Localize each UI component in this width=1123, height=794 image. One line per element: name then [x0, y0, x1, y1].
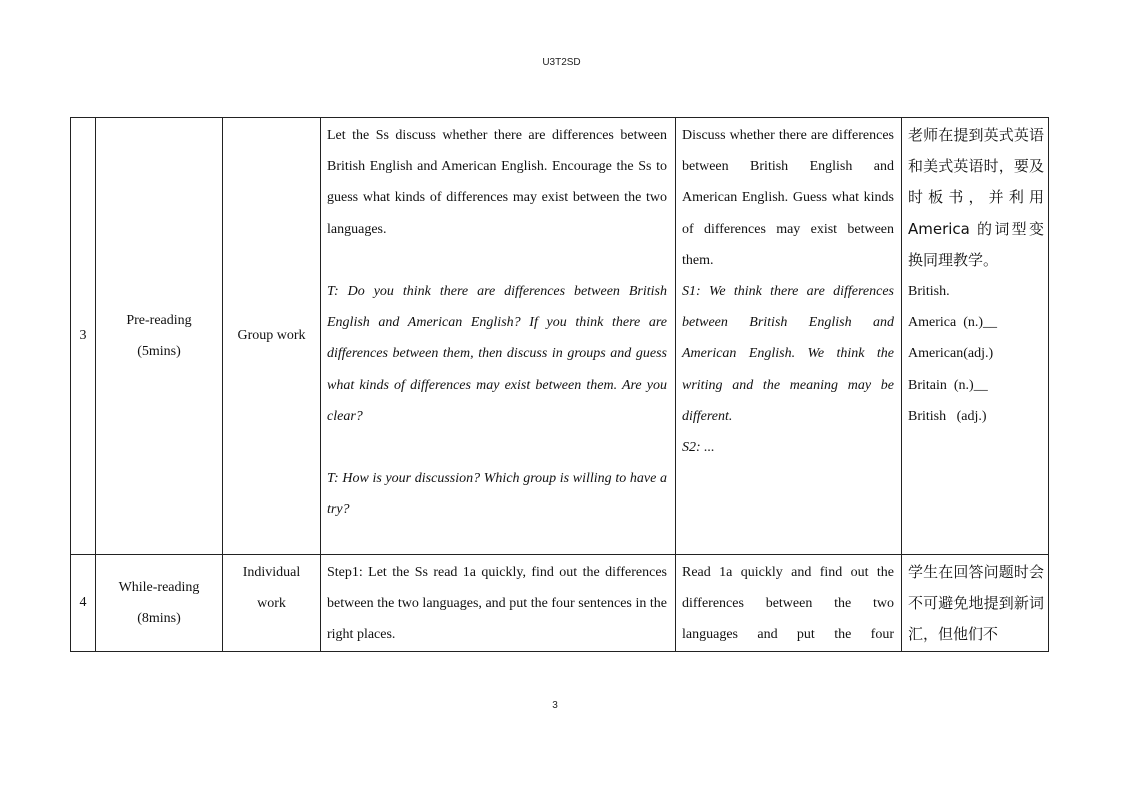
- step-number: 3: [71, 118, 96, 555]
- mode-cell: [223, 118, 321, 555]
- student-response: S1: We think there are differences between British English and American English. We think the writing and the meaning may be different.: [682, 284, 894, 424]
- mode-label: work: [257, 596, 286, 612]
- note-chinese: 学生在回答问题时会不可避免地提到新词汇，但他们不: [908, 563, 1044, 644]
- spacer: [327, 432, 667, 463]
- mode-label: Individual: [242, 565, 301, 580]
- mode-label: Group work: [237, 328, 306, 344]
- step-number: 4: [71, 555, 96, 652]
- spacer: [327, 245, 667, 276]
- teacher-dialogue: T: How is your discussion? Which group is willing to have a try?: [327, 471, 667, 518]
- stage-duration: (5mins): [137, 344, 181, 359]
- student-response: S2: ...: [682, 440, 715, 456]
- lesson-plan-table: [70, 117, 1049, 652]
- stage-name: Pre-reading: [126, 312, 192, 328]
- note-line: American(adj.): [908, 346, 994, 362]
- stage-cell: [96, 555, 223, 652]
- header-code: U3T2SD: [542, 57, 581, 68]
- student-intro: Discuss whether there are differences between British English and American English. Guess what kinds of differences may exist between them.: [682, 128, 894, 268]
- teacher-dialogue: T: Do you think there are differences between British English and American English? If you think there are differences between them, then discuss in groups and guess what kinds of differences may exist between them. Are you clear?: [327, 284, 667, 424]
- note-line: British (adj.): [908, 408, 987, 424]
- note-chinese: 老师在提到英式英语和美式英语时，要及时板书，并利用 America 的词型变换同理教学。: [908, 126, 1044, 269]
- note-line: British.: [908, 284, 950, 300]
- student-activity-cell: [676, 555, 902, 652]
- teacher-activity-cell: [321, 555, 676, 652]
- teacher-activity-cell: [321, 118, 676, 555]
- teacher-intro: Step1: Let the Ss read 1a quickly, find out the differences between the two languages, and put the four sentences in the right places.: [327, 565, 667, 643]
- design-note-cell: [902, 118, 1049, 555]
- design-note-cell: [902, 555, 1049, 652]
- page-number: 3: [552, 700, 558, 711]
- note-line: Britain (n.)__: [908, 377, 988, 393]
- stage-duration: (8mins): [137, 611, 181, 626]
- note-line: America (n.)__: [908, 315, 998, 331]
- student-intro: Read 1a quickly and find out the differences between the two languages and put the four: [682, 565, 894, 643]
- teacher-intro: Let the Ss discuss whether there are differences between British English and American English. Encourage the Ss to guess what kinds of differences may exist between the two languages.: [327, 128, 667, 237]
- table-row: [71, 118, 1049, 555]
- table-row: [71, 555, 1049, 652]
- student-activity-cell: [676, 118, 902, 555]
- stage-name: While-reading: [118, 579, 200, 595]
- mode-cell: [223, 555, 321, 652]
- stage-cell: [96, 118, 223, 555]
